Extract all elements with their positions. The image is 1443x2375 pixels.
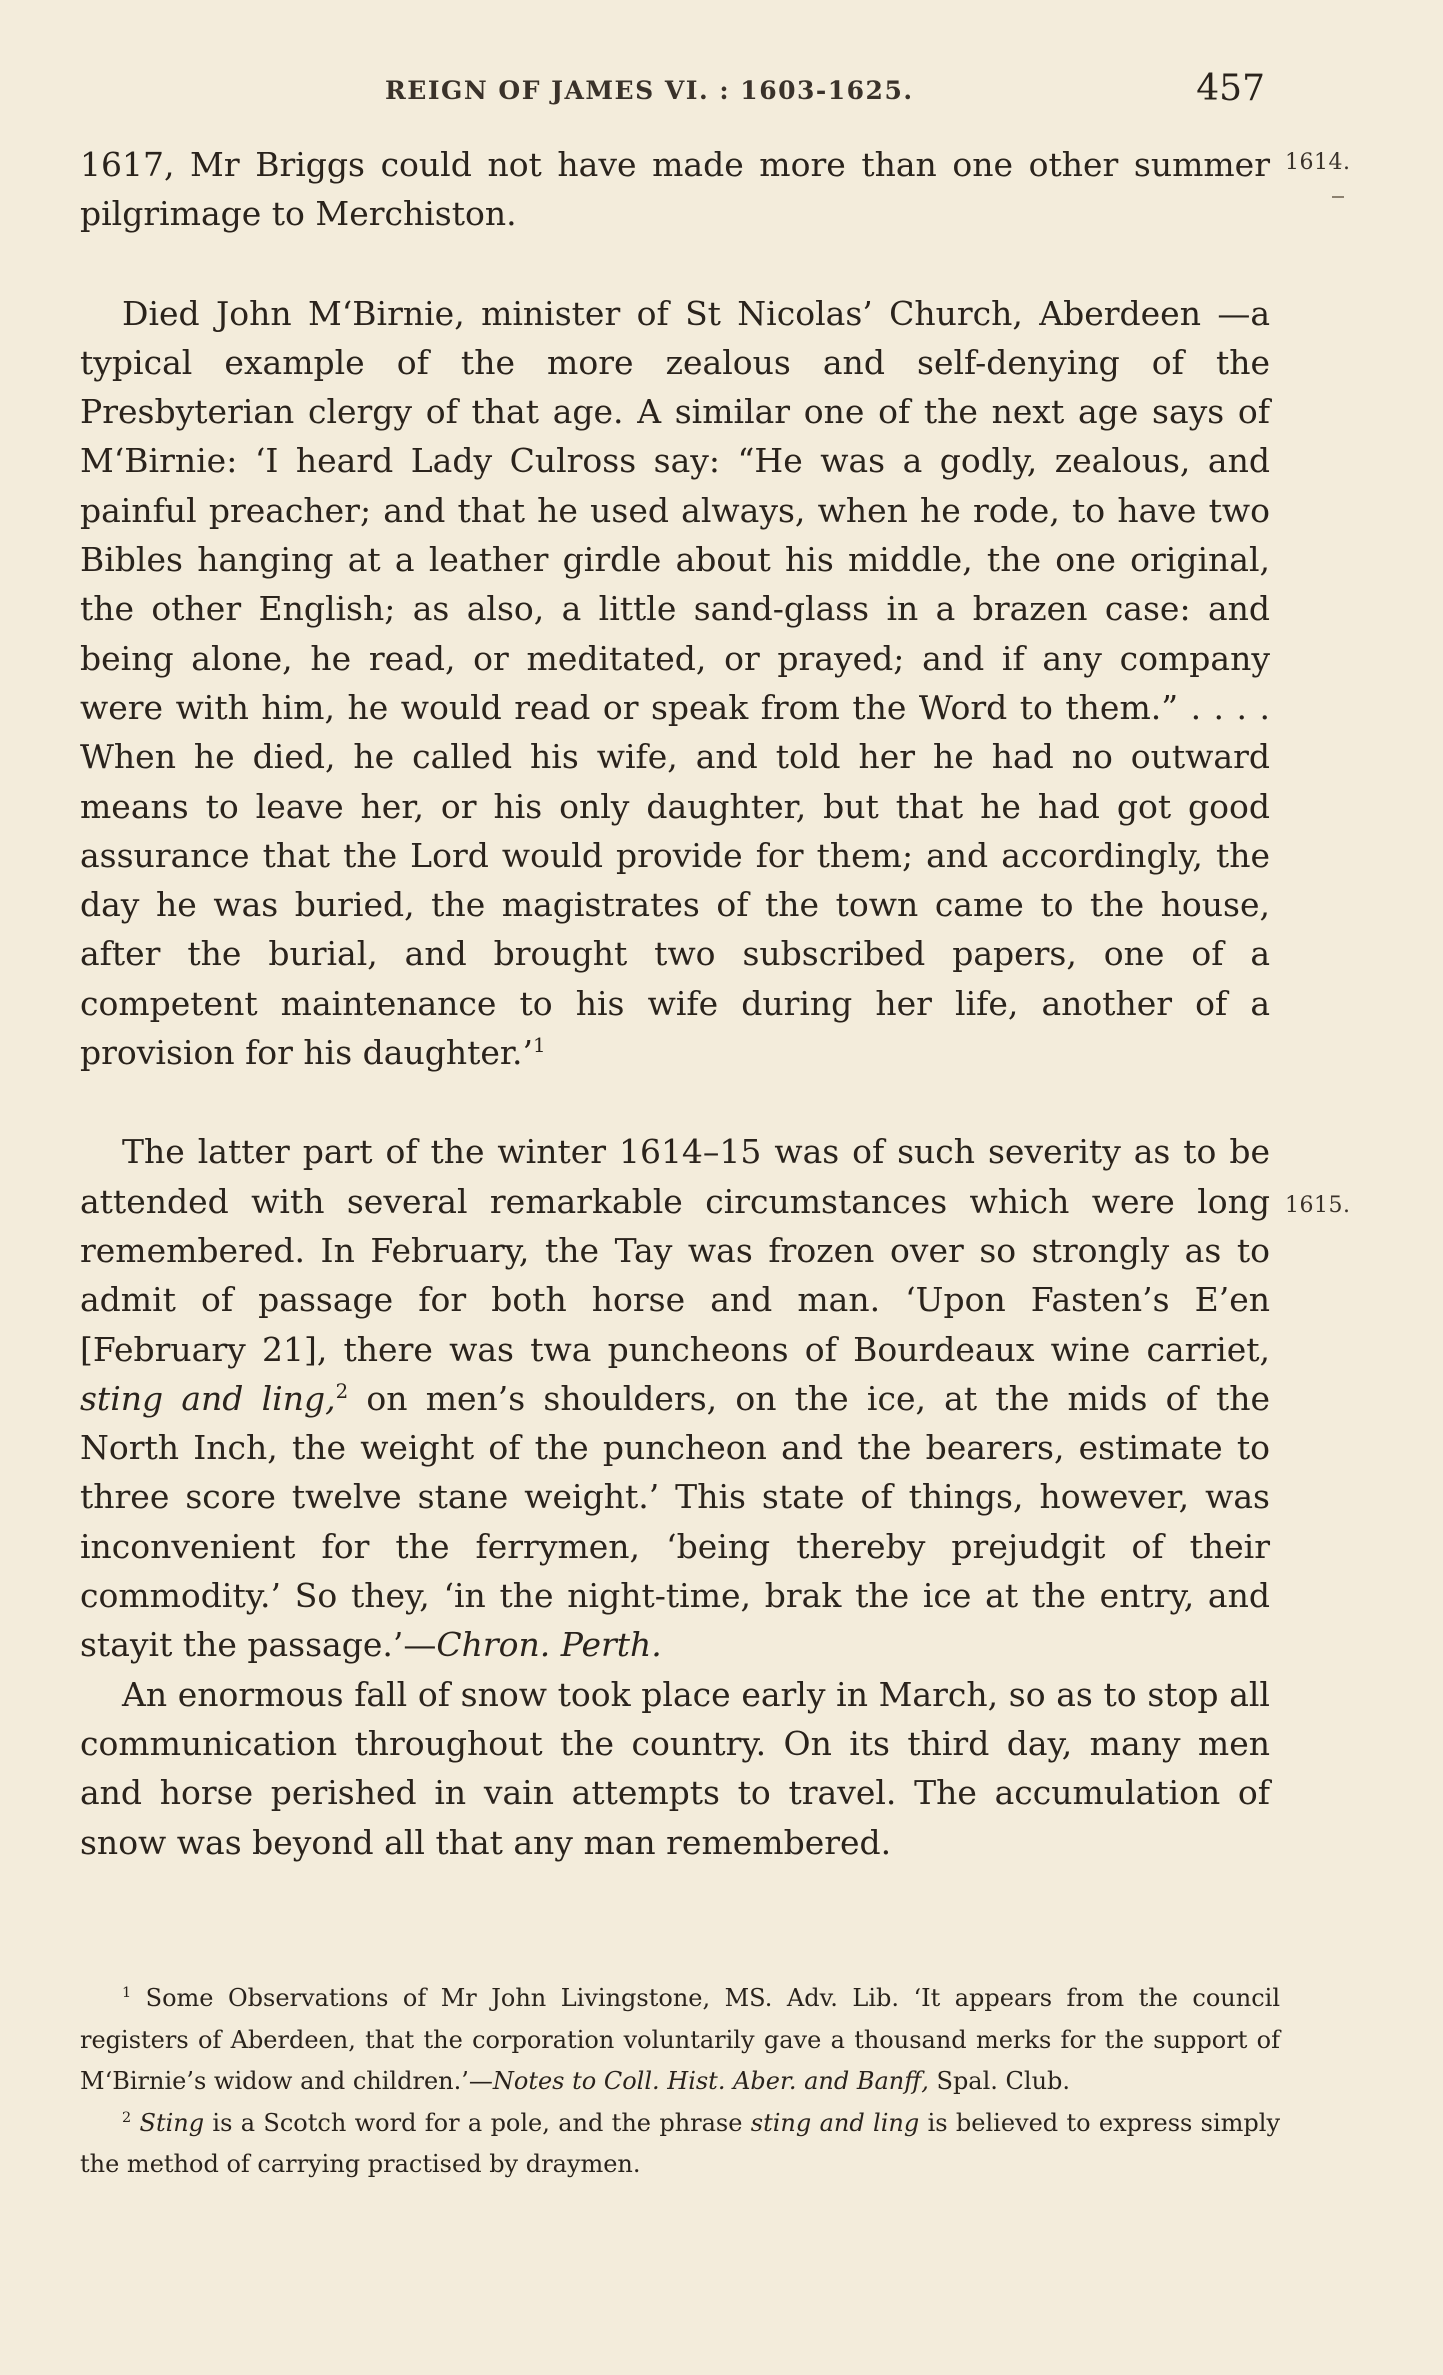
footnote-2-mark: 2 [122, 2109, 132, 2126]
footnote-1 [80, 1978, 1280, 2103]
footnotes [80, 1978, 1280, 2186]
footnote-ref-1: 1 [533, 1034, 546, 1058]
footnote-2-term: Sting [139, 2108, 205, 2137]
footnote-2-text-a: is a Scotch word for a pole, and the phrase [204, 2108, 751, 2137]
paragraph-continuation [80, 140, 1270, 239]
footnote-2 [80, 2103, 1280, 2186]
page-header [385, 68, 1265, 118]
paragraph-3-text-a: The latter part of the winter 1614–15 was of such severity as to be attended with several remarkable circumstances which were long remembered. In February, the Tay was frozen over so strongly as to admit of passage for both horse and man. ‘Upon Fasten’s E’en [February 21], there was twa puncheons of Bourdeaux wine carriet, [80, 1132, 1270, 1369]
margin-year-1615: 1615. [1285, 1193, 1351, 1218]
phrase-sting-and-ling: sting and ling, [80, 1378, 336, 1418]
footnote-1-mark: 1 [122, 1985, 132, 2001]
footnote-1-source: Notes to Coll. Hist. Aber. and Banff, [492, 2067, 929, 2095]
footnote-1-text-a: Some Observations of Mr John Livingstone, MS. Adv. Lib. ‘It appears from the council registers of Aberdeen, that the corporation voluntarily gave a thousand merks for the support of M‘Birnie’s widow and children.’— [80, 1984, 1280, 2095]
paragraph-4-text: An enormous fall of snow took place early in March, so as to stop all communication throughout the country. On its third day, many men and horse perished in vain attempts to travel. The accumulation of snow was beyond all that any man remembered. [80, 1674, 1270, 1862]
paragraph-1-text: 1617, Mr Briggs could not have made more than one other summer pilgrimage to Merchiston. [80, 145, 1270, 234]
footnote-1-text-b: Spal. Club. [928, 2067, 1071, 2095]
source-citation: Chron. Perth. [436, 1625, 662, 1665]
margin-year-1614: 1614. [1285, 150, 1351, 175]
page-number: 457 [1196, 68, 1265, 109]
body-text [80, 140, 1270, 1867]
paragraph-winter [80, 1127, 1270, 1669]
footnote-ref-2: 2 [335, 1379, 349, 1403]
footnote-2-phrase: sting and ling [750, 2108, 920, 2137]
footnote-2-text-b: is believed to express simply the method of carrying practised by draymen. [80, 2108, 1281, 2178]
paragraph-3-text-b: on men’s shoulders, on the ice, at the mids of the North Inch, the weight of the puncheon and the bearers, estimate to three score twelve stane weight.’ This state of things, however, was inconvenient for the ferrymen, ‘being thereby prejudgit of their commodity.’ So they, ‘in the night-time, brak the ice at the entry, and stayit the passage.’— [80, 1378, 1270, 1665]
paragraph-mcbirnie [80, 289, 1270, 1078]
paragraph-snow [80, 1670, 1270, 1867]
running-head: REIGN OF JAMES VI. : 1603-1625. [385, 76, 914, 105]
margin-dash [1332, 196, 1344, 198]
paragraph-2-text: Died John M‘Birnie, minister of St Nicolas’ Church, Aberdeen —a typical example of the more zealous and self-denying of the Presbyterian clergy of that age. A similar one of the next age says of M‘Birnie: ‘I heard Lady Culross say: “He was a godly, zealous, and painful preacher; and that he used always, when he rode, to have two Bibles hanging at a leather girdle about his middle, the one original, the other English; as also, a little sand-glass in a brazen case: and being alone, he read, or meditated, or prayed; and if any company were with him, he would read or speak from the Word to them.” . . . . When he died, he called his wife, and told her he had no outward means to leave her, or his only daughter, but that he had got good assurance that the Lord would provide for them; and accordingly, the day he was buried, the magistrates of the town came to the house, after the burial, and brought two subscribed papers, one of a competent maintenance to his wife during her life, another of a provision for his daughter.’ [80, 293, 1270, 1073]
